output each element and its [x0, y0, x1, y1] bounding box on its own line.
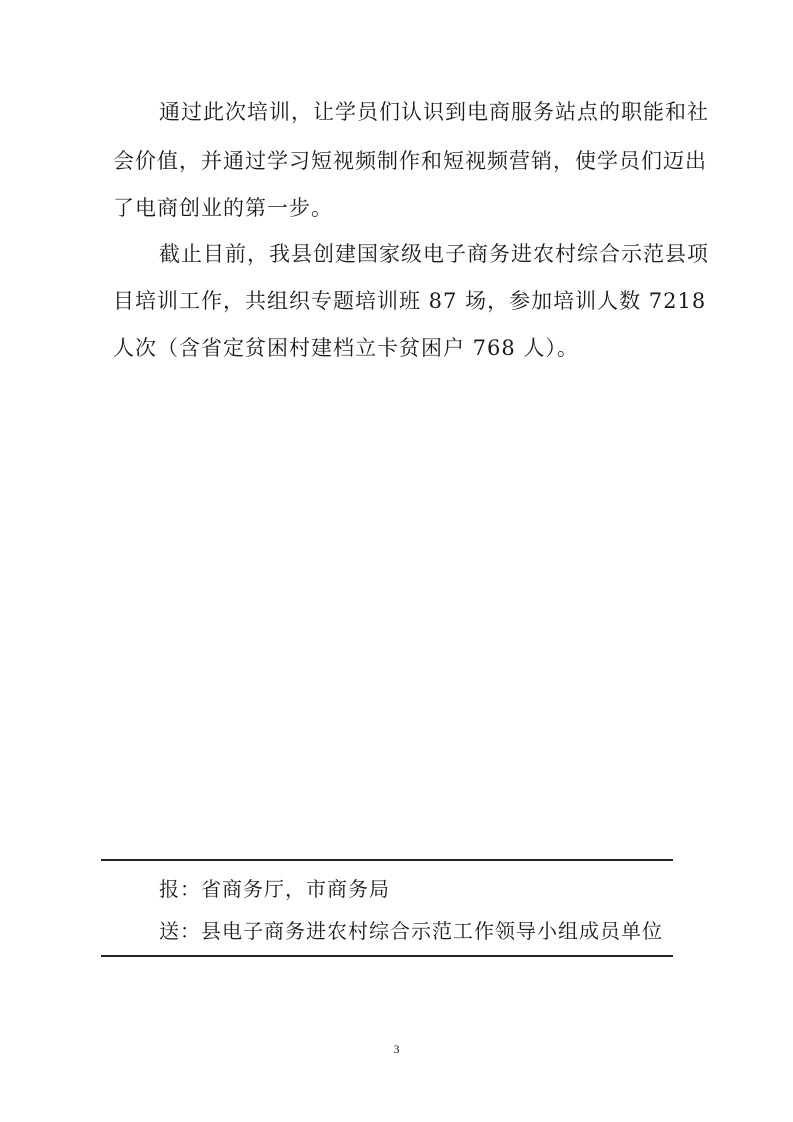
footer-top-rule [101, 859, 673, 861]
paragraph-2-line-2: 目培训工作，共组织专题培训班 87 场，参加培训人数 7218 [113, 289, 707, 313]
report-to-line: 报：省商务厅，市商务局 [159, 877, 390, 901]
footer-bottom-rule [101, 955, 673, 957]
send-to-line: 送：县电子商务进农村综合示范工作领导小组成员单位 [159, 919, 663, 943]
paragraph-1-line-2: 会价值，并通过学习短视频制作和短视频营销，使学员们迈出 [113, 149, 707, 173]
paragraph-2-line-1: 截止目前，我县创建国家级电子商务进农村综合示范县项 [159, 242, 709, 266]
paragraph-2-line-3: 人次（含省定贫困村建档立卡贫困户 768 人）。 [113, 336, 579, 360]
paragraph-1-line-1: 通过此次培训，让学员们认识到电商服务站点的职能和社 [159, 100, 709, 124]
page-number: 3 [393, 1042, 400, 1056]
paragraph-1-line-3: 了电商创业的第一步。 [113, 196, 333, 220]
